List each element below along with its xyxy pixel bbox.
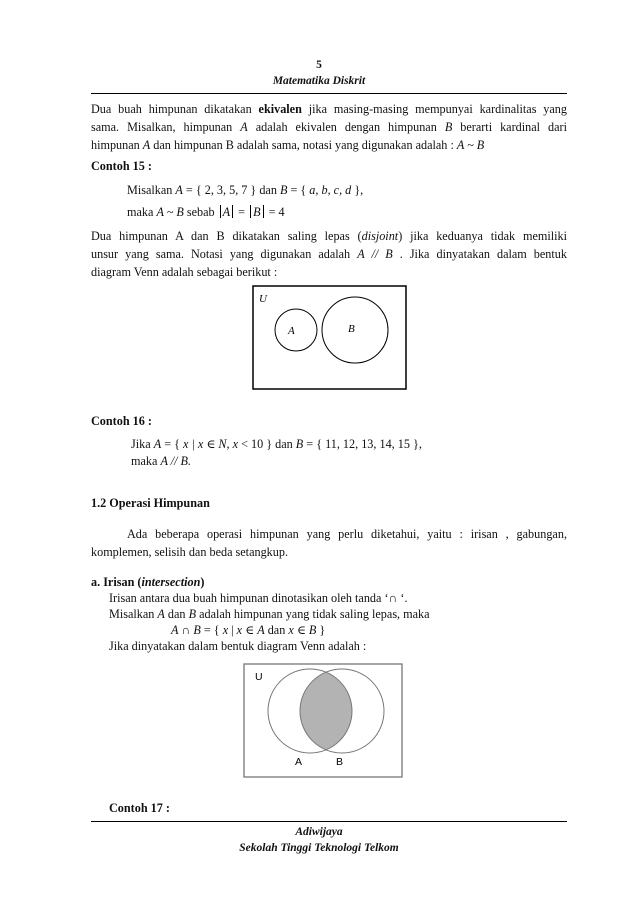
example-16-line-2: maka A // B. — [131, 454, 192, 468]
footer-institution: Sekolah Tinggi Teknologi Telkom — [239, 842, 399, 854]
text-line: diagram Venn adalah sebagai berikut : — [91, 265, 278, 279]
irisan-formula: A ∩ B = { x | x ∈ A dan x ∈ B } — [171, 623, 326, 637]
running-title: Matematika Diskrit — [272, 75, 366, 87]
irisan-title: a. Irisan (intersection) — [91, 575, 205, 589]
text-line: komplemen, selisih dan beda setangkup. — [91, 545, 288, 559]
footer-author: Adiwijaya — [295, 826, 343, 838]
example-16-title: Contoh 16 : — [91, 414, 152, 428]
universe-label: U — [255, 671, 263, 683]
paragraph-disjoint — [91, 227, 567, 281]
text-line: unsur yang sama. Notasi yang digunakan adalah A // B . Jika dinyatakan dalam bentuk — [91, 247, 567, 261]
venn-diagram-intersection — [243, 663, 404, 779]
text-line: Dua buah himpunan dikatakan ekivalen jika masing-masing mempunyai kardinalitas yang — [91, 102, 567, 116]
page-number: 5 — [316, 59, 322, 71]
footer-rule — [91, 821, 567, 822]
irisan-line-4: Jika dinyatakan dalam bentuk diagram Venn adalah : — [109, 639, 367, 653]
venn-diagram-disjoint — [252, 285, 408, 391]
paragraph-operasi — [91, 525, 567, 561]
text-line: himpunan A dan himpunan B adalah sama, notasi yang digunakan adalah : A ~ B — [91, 138, 485, 152]
example-16-line-1: Jika A = { x | x ∈ N, x < 10 } dan B = { 11, 12, 13, 14, 15 }, — [131, 437, 422, 451]
irisan-line-1: Irisan antara dua buah himpunan dinotasikan oleh tanda ‘∩ ‘. — [109, 591, 408, 605]
example-15-title: Contoh 15 : — [91, 159, 152, 173]
text-line: Ada beberapa operasi himpunan yang perlu diketahui, yaitu : irisan , gabungan, — [127, 527, 567, 541]
set-b-label: B — [348, 323, 355, 335]
paragraph-ekivalen — [91, 100, 567, 154]
example-17-title: Contoh 17 : — [109, 801, 170, 815]
universe-label: U — [259, 293, 267, 305]
section-title: 1.2 Operasi Himpunan — [91, 496, 210, 510]
text-line: sama. Misalkan, himpunan A adalah ekivalen dengan himpunan B berarti kardinal dari — [91, 120, 567, 134]
example-15-line-2: maka A ~ B sebab A = B = 4 — [127, 205, 285, 219]
irisan-line-2: Misalkan A dan B adalah himpunan yang tidak saling lepas, maka — [109, 607, 430, 621]
set-a-label: A — [295, 756, 303, 768]
header-rule — [91, 93, 567, 94]
example-15-line-1: Misalkan A = { 2, 3, 5, 7 } dan B = { a, b, c, d }, — [127, 183, 364, 197]
text-line: Dua himpunan A dan B dikatakan saling lepas (disjoint) jika keduanya tidak memiliki — [91, 229, 567, 243]
set-a-label: A — [288, 325, 295, 337]
set-b-label: B — [336, 756, 344, 768]
